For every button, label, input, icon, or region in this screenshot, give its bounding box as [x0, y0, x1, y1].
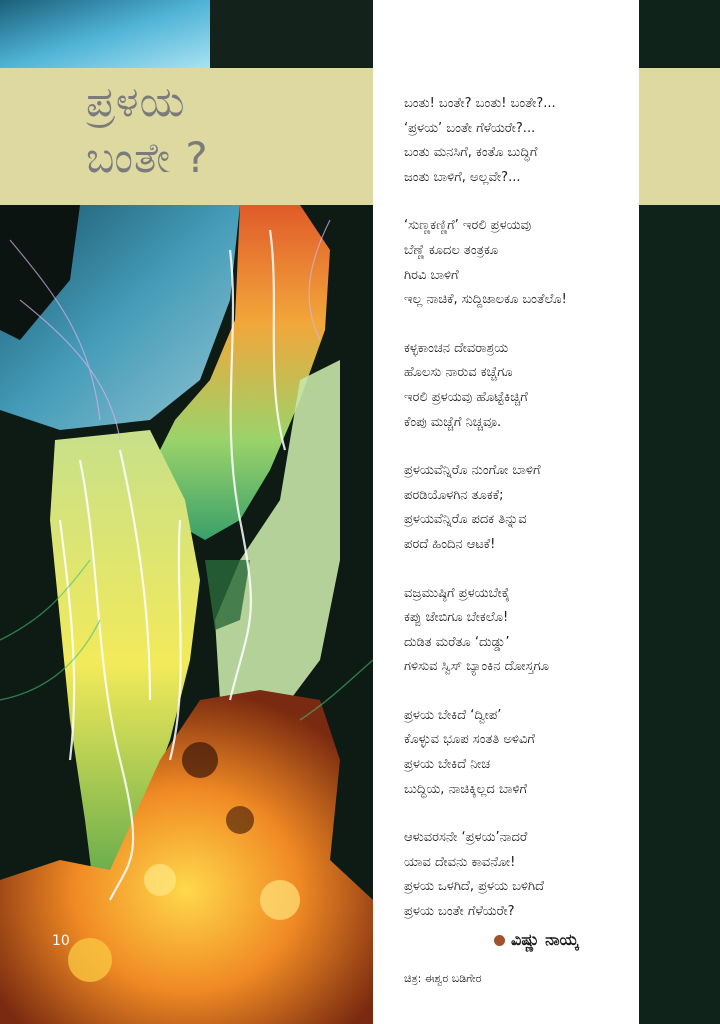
poem-line: ಇಲ್ಲ ನಾಚಿಕೆ, ಸುದ್ದಿಜಾಲಕೂ ಬಂತೆಲೊ!	[404, 292, 567, 308]
poem-line: ಗಿರವಿ ಬಾಳಿಗೆ	[404, 267, 459, 283]
poem-body	[404, 92, 636, 949]
author-byline	[494, 930, 578, 950]
poem-line: ದುಡಿತ ಮರೆತೂ ‘ದುಡ್ಡು’	[404, 634, 510, 650]
author-name: ವಿಷ್ಣು ನಾಯ್ಕ	[511, 930, 579, 949]
right-title-band	[639, 68, 720, 205]
poem-line: ಆಳುವರಸನೇ ‘ಪ್ರಳಯ’ನಾದರೆ	[404, 830, 528, 846]
poem-line: ಹೊಲಸು ನಾರುವ ಕಚ್ಚೆಗೂ	[404, 365, 513, 381]
poem-line: ‘ಸುಣ್ಣಕಣ್ಣಿಗೆ’ ಇರಲಿ ಪ್ರಳಯವು	[404, 218, 532, 234]
illustration-credit: ಚಿತ್ರ: ಈಶ್ವರ ಬಡಿಗೇರ	[404, 972, 482, 985]
poem-line: ಬೆಣ್ಣೆ ಕೂದಲ ತಂತ್ರಕೂ	[404, 242, 499, 258]
poem-line: ಪರಡಿಯೊಳಗಿನ ತೂಕಕೆ;	[404, 487, 504, 503]
poem-line: ಪ್ರಳಯವೆನ್ನಿರೊ ಪದಕ ತಿನ್ನುವ	[404, 512, 527, 528]
stanza	[404, 459, 636, 557]
poem-line: ಕಳ್ಳಕಾಂಚನ ದೇವರಾಶ್ರಯ	[404, 340, 509, 356]
poem-line: ಕೆಂಪು ಮಚ್ಚೆಗೆ ನಿಚ್ಚವೂ.	[404, 414, 502, 430]
title-line-2: ಬಂತೇ ?	[86, 133, 209, 182]
stanza	[404, 704, 636, 802]
poem-line: ವಜ್ರಮುಷ್ಠಿಗೆ ಪ್ರಳಯಬೇಕೈ	[404, 585, 511, 601]
stanza	[404, 826, 636, 924]
page-number: 10	[52, 933, 70, 949]
stanza	[404, 337, 636, 435]
poem-line: ಗಳಿಸುವ ಸ್ವಿಸ್ ಬ್ಯಾಂಕಿನ ದೋಸ್ತಗೂ	[404, 659, 549, 675]
poem-line: ‘ಪ್ರಳಯ’ ಬಂತೇ ಗೆಳೆಯರೇ?...	[404, 120, 536, 136]
poem-line: ಪ್ರಳಯ ಬಂತೇ ಗೆಳೆಯರೇ?	[404, 904, 515, 920]
poem-line: ಬುದ್ಧಿಯ, ನಾಚಿಕ್ಕಿಲ್ಲದ ಬಾಳಿಗೆ	[404, 781, 528, 797]
poem-line: ಪ್ರಳಯ ಬೇಕಿದೆ ‘ದ್ವೀಪ’	[404, 707, 502, 723]
poem-line: ಪ್ರಳಯ ಬೇಕಿದೆ ನೀಚ	[404, 757, 491, 773]
poem-line: ಕಪ್ಪು ಜೇಬಿಗೂ ಬೇಕಲೊ!	[404, 610, 509, 626]
poem-line: ಪರದೆ ಹಿಂದಿನ ಆಟಕೆ!	[404, 536, 496, 552]
poem-line: ಯಾವ ದೇವನು ಕಾವನೋ!	[404, 854, 516, 870]
poem-line: ಇರಲಿ ಪ್ರಳಯವು ಹೊಟ್ಟೆಕಿಚ್ಚಿಗೆ	[404, 389, 528, 405]
stanza	[404, 582, 636, 680]
poem-line: ಪ್ರಳಯವೆನ್ನಿರೊ ನುಂಗೋ ಬಾಳಿಗೆ	[404, 463, 541, 479]
stanza	[404, 214, 636, 312]
poem-title	[86, 74, 209, 186]
poem-line: ಜಂತು ಬಾಳಿಗೆ, ಅಲ್ಲವೇ?...	[404, 169, 521, 185]
poem-line: ಪ್ರಳಯ ಒಳಗಿದೆ, ಪ್ರಳಯ ಬಳಿಗಿದೆ	[404, 879, 545, 895]
poem-line: ಬಂತು! ಬಂತೇ? ಬಂತು! ಬಂತೇ?...	[404, 96, 556, 111]
title-line-1: ಪ್ರಳಯ	[86, 77, 186, 126]
poem-line: ಬಂತು ಮನಸಿಗೆ, ಕಂತೊ ಬುದ್ಧಿಗೆ	[404, 145, 538, 161]
bullet-dot-icon	[494, 935, 505, 946]
poem-line: ಕೊಳ್ಳುವ ಭೂಪ ಸಂತತಿ ಅಳಿವಿಗೆ	[404, 732, 535, 748]
stanza	[404, 92, 636, 190]
